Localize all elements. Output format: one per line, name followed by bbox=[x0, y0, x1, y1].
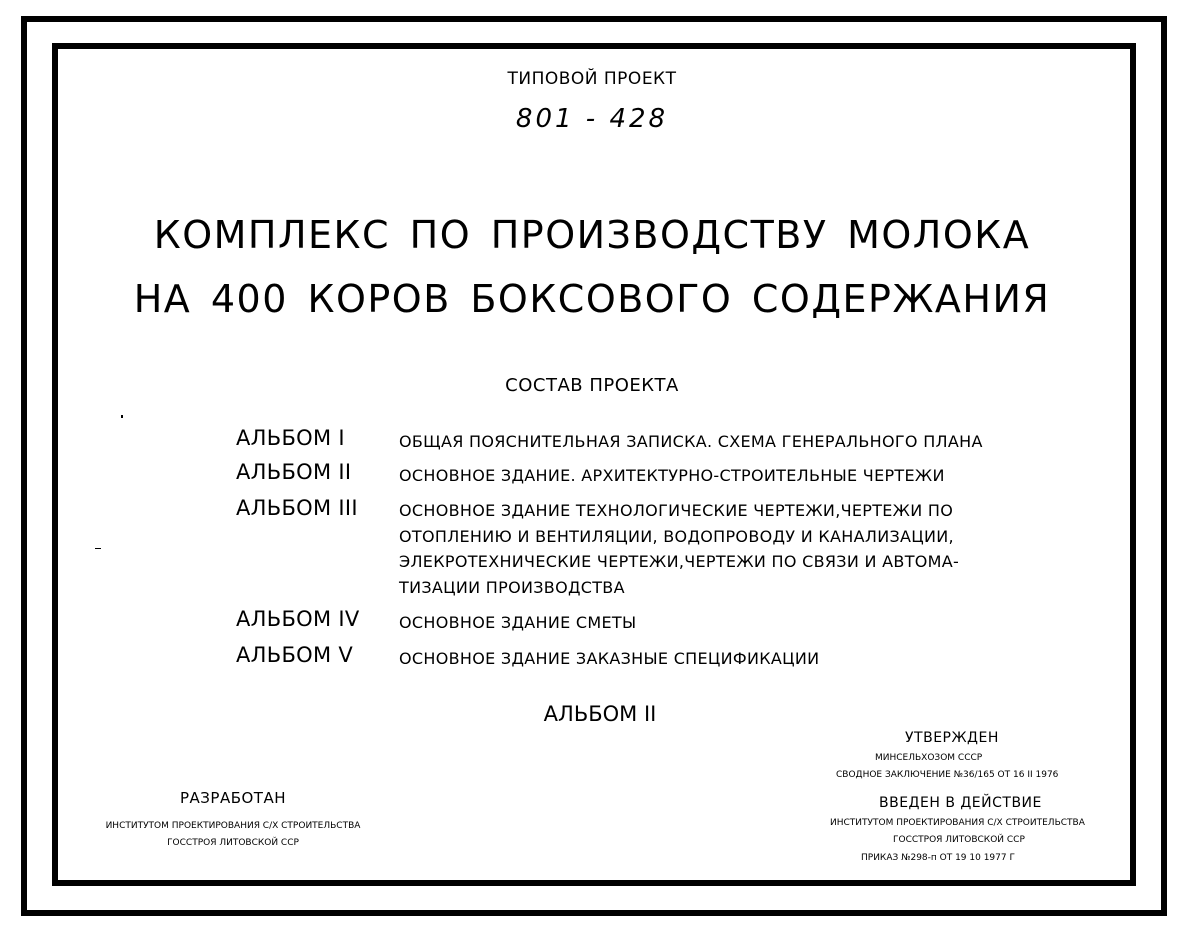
stray-mark-1 bbox=[121, 415, 123, 418]
introduced-title: ВВЕДЕН В ДЕЙСТВИЕ bbox=[879, 795, 1042, 811]
stray-mark-2 bbox=[95, 548, 101, 549]
typical-project-label: ТИПОВОЙ ПРОЕКТ bbox=[507, 69, 677, 89]
approved-line-1: МИНСЕЛЬХОЗОМ СССР bbox=[875, 753, 983, 763]
project-number: 801 - 428 bbox=[515, 104, 669, 134]
approved-title: УТВЕРЖДЕН bbox=[905, 730, 999, 746]
album-2-name: АЛЬБОМ II bbox=[236, 460, 352, 484]
album-1-name: АЛЬБОМ I bbox=[236, 426, 345, 450]
album-4-description: ОСНОВНОЕ ЗДАНИЕ СМЕТЫ bbox=[399, 613, 637, 632]
title-line-1: КОМПЛЕКС ПО ПРОИЗВОДСТВУ МОЛОКА bbox=[153, 213, 1031, 257]
album-3-name: АЛЬБОМ III bbox=[236, 496, 358, 520]
approved-line-2: СВОДНОЕ ЗАКЛЮЧЕНИЕ №36/165 ОТ 16 II 1976 bbox=[836, 770, 1059, 780]
title-line-2: НА 400 КОРОВ БОКСОВОГО СОДЕРЖАНИЯ bbox=[133, 277, 1051, 321]
developed-line-1: ИНСТИТУТОМ ПРОЕКТИРОВАНИЯ С/Х СТРОИТЕЛЬСТВА bbox=[105, 821, 361, 831]
current-album: АЛЬБОМ II bbox=[543, 702, 657, 726]
album-3-description: ОСНОВНОЕ ЗДАНИЕ ТЕХНОЛОГИЧЕСКИЕ ЧЕРТЕЖИ,ЧЕРТЕЖИ ПО ОТОПЛЕНИЮ И ВЕНТИЛЯЦИИ, ВОДОПРОВОДУ И КАНАЛИЗАЦИИ, ЭЛЕКРОТЕХНИЧЕСКИЕ ЧЕРТЕЖИ,ЧЕРТЕЖИ ПО СВЯЗИ И АВТОМА- ТИЗАЦИИ ПРОИЗВОДСТВА bbox=[399, 501, 960, 597]
album-5-description: ОСНОВНОЕ ЗДАНИЕ ЗАКАЗНЫЕ СПЕЦИФИКАЦИИ bbox=[399, 649, 820, 668]
album-4-name: АЛЬБОМ IV bbox=[236, 607, 360, 631]
introduced-line-3: ПРИКАЗ №298-п ОТ 19 10 1977 Г bbox=[861, 853, 1015, 863]
developed-title: РАЗРАБОТАН bbox=[179, 789, 287, 807]
album-1-description: ОБЩАЯ ПОЯСНИТЕЛЬНАЯ ЗАПИСКА. СХЕМА ГЕНЕРАЛЬНОГО ПЛАНА bbox=[399, 432, 983, 451]
developed-line-2: ГОССТРОЯ ЛИТОВСКОЙ ССР bbox=[167, 838, 299, 848]
introduced-line-2: ГОССТРОЯ ЛИТОВСКОЙ ССР bbox=[893, 835, 1025, 845]
introduced-line-1: ИНСТИТУТОМ ПРОЕКТИРОВАНИЯ С/Х СТРОИТЕЛЬСТВА bbox=[830, 818, 1085, 828]
album-5-name: АЛЬБОМ V bbox=[236, 643, 354, 667]
album-2-description: ОСНОВНОЕ ЗДАНИЕ. АРХИТЕКТУРНО-СТРОИТЕЛЬНЫЕ ЧЕРТЕЖИ bbox=[399, 466, 945, 485]
composition-heading: СОСТАВ ПРОЕКТА bbox=[505, 375, 679, 396]
